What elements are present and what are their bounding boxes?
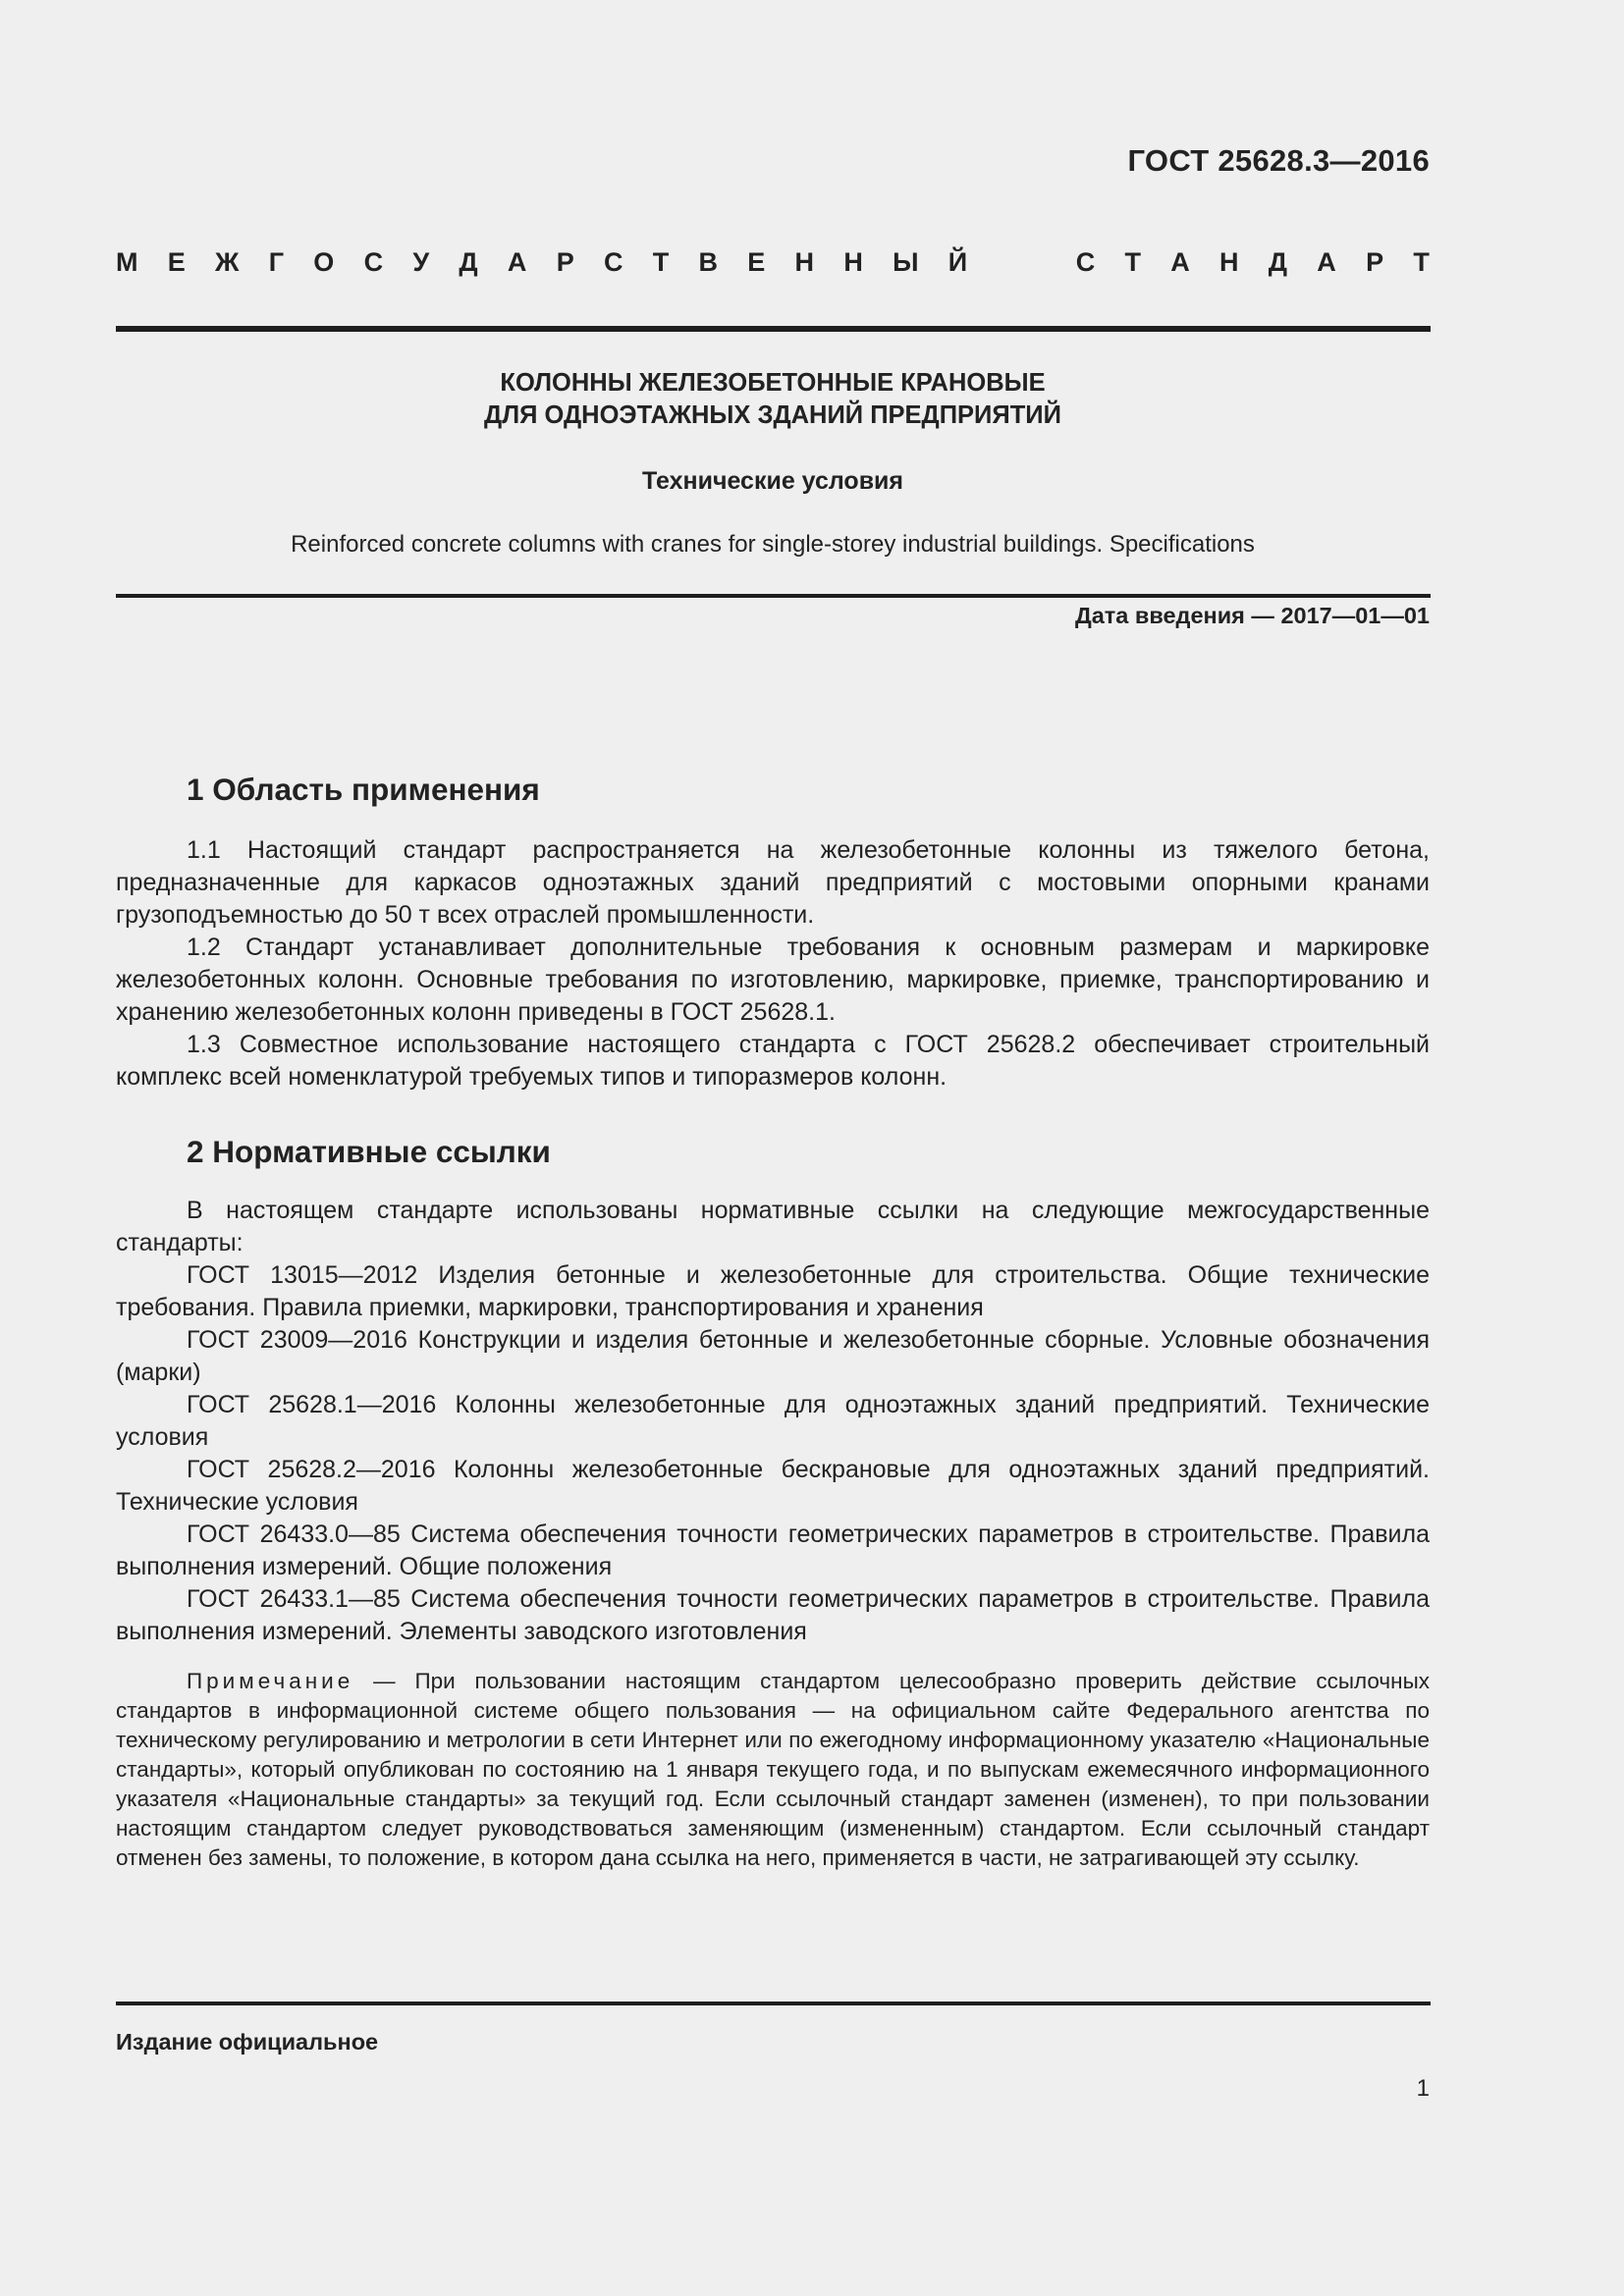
document-subtitle: Технические условия [641, 467, 904, 495]
reference-item: ГОСТ 26433.0—85 Система обеспечения точности геометрических параметров в строительстве. Правила выполнения измерений. Общие положения [116, 1521, 1430, 1580]
interstate-standard-banner [116, 247, 1430, 283]
reference-item: ГОСТ 25628.2—2016 Колонны железобетонные бескрановые для одноэтажных зданий предприятий. Технические условия [116, 1456, 1430, 1516]
banner-letter: Ы [893, 247, 919, 277]
paragraph: В настоящем стандарте использованы нормативные ссылки на следующие межгосударственные стандарты: [116, 1197, 1430, 1256]
banner-letter: Й [947, 247, 968, 277]
banner-letter: Д [1268, 247, 1288, 277]
document-code: ГОСТ 25628.3—2016 [1127, 143, 1430, 178]
banner-letter: У [412, 247, 430, 277]
section-heading: 2 Нормативные ссылки [187, 1134, 551, 1169]
title-line-1: КОЛОННЫ ЖЕЛЕЗОБЕТОННЫЕ КРАНОВЫЕ [500, 369, 1046, 397]
banner-letter: Д [459, 247, 478, 277]
english-title: Reinforced concrete columns with cranes for single-storey industrial buildings. Specifications [291, 531, 1255, 558]
banner-letter: С [363, 247, 384, 277]
banner-letter: М [116, 247, 138, 277]
title-line-2: ДЛЯ ОДНОЭТАЖНЫХ ЗДАНИЙ ПРЕДПРИЯТИЙ [484, 401, 1061, 429]
introduction-date: Дата введения — 2017—01—01 [1074, 603, 1430, 628]
banner-word-gap [997, 247, 1046, 283]
reference-item: ГОСТ 26433.1—85 Система обеспечения точности геометрических параметров в строительстве. Правила выполнения измерений. Элементы заводского изготовления [116, 1585, 1430, 1645]
banner-letter: Ж [215, 247, 240, 277]
banner-letter: С [1075, 247, 1096, 277]
page-number: 1 [1416, 2075, 1430, 2102]
note-block [116, 1667, 1430, 1873]
reference-item: ГОСТ 13015—2012 Изделия бетонные и железобетонные для строительства. Общие технические требования. Правила приемки, маркировки, транспортирования и хранения [116, 1261, 1430, 1321]
banner-letter: О [313, 247, 335, 277]
banner-letter: Т [1124, 247, 1141, 277]
note-label: Примечание [187, 1669, 354, 1693]
reference-item: ГОСТ 25628.1—2016 Колонны железобетонные для одноэтажных зданий предприятий. Технические условия [116, 1391, 1430, 1451]
banner-letter: Н [843, 247, 863, 277]
banner-letter: Р [1366, 247, 1384, 277]
section-scope [116, 770, 1430, 1094]
reference-item: ГОСТ 23009—2016 Конструкции и изделия бетонные и железобетонные сборные. Условные обозначения (марки) [116, 1326, 1430, 1386]
paragraph: 1.1 Настоящий стандарт распространяется на железобетонные колонны из тяжелого бетона, предназначенные для каркасов одноэтажных зданий предприятий с мостовыми опорными кранами грузоподъемностью до 50 т всех отраслей промышленности. [116, 836, 1430, 929]
banner-letter: А [1317, 247, 1336, 277]
paragraph: 1.3 Совместное использование настоящего стандарта с ГОСТ 25628.2 обеспечивает строительный комплекс всей номенклатурой требуемых типов и типоразмеров колонн. [116, 1031, 1430, 1091]
section-normative-references [116, 1132, 1430, 1648]
banner-letter: А [507, 247, 527, 277]
note-text: — При пользовании настоящим стандартом целесообразно проверить действие ссылочных стандартов в информационной системе общего пользования — на официальном сайте Федерального агентства по техническому регулированию и метрологии в сети Интернет или по ежегодному информационному указателю «Национальные стандарты», который опубликован по состоянию на 1 января текущего года, и по выпускам ежемесячного информационного указателя «Национальные стандарты» за текущий год. Если ссылочный стандарт заменен (изменен), то при пользовании настоящим стандартом следует руководствоваться заменяющим (измененным) стандартом. Если ссылочный стандарт отменен без замены, то положение, в котором дана ссылка на него, применяется в части, не затрагивающей эту ссылку. [116, 1669, 1430, 1870]
banner-letter: Н [794, 247, 815, 277]
title-divider [116, 594, 1431, 598]
banner-letter: Р [556, 247, 574, 277]
paragraph: 1.2 Стандарт устанавливает дополнительные требования к основным размерам и маркировке железобетонных колонн. Основные требования по изготовлению, маркировке, приемке, транспортированию и хранению железобетонных колонн приведены в ГОСТ 25628.1. [116, 934, 1430, 1026]
banner-letter: Н [1219, 247, 1239, 277]
banner-letter: Т [652, 247, 670, 277]
document-title [116, 367, 1430, 432]
banner-letter: Е [167, 247, 186, 277]
section-heading: 1 Область применения [187, 772, 540, 807]
official-edition: Издание официальное [116, 2029, 379, 2055]
banner-letter: Е [747, 247, 766, 277]
banner-letter: В [698, 247, 718, 277]
banner-letter: А [1170, 247, 1190, 277]
banner-letter: Г [268, 247, 285, 277]
banner-letter: Т [1413, 247, 1430, 277]
top-divider [116, 326, 1431, 332]
footer-divider [116, 2002, 1431, 2005]
banner-letter: С [603, 247, 623, 277]
